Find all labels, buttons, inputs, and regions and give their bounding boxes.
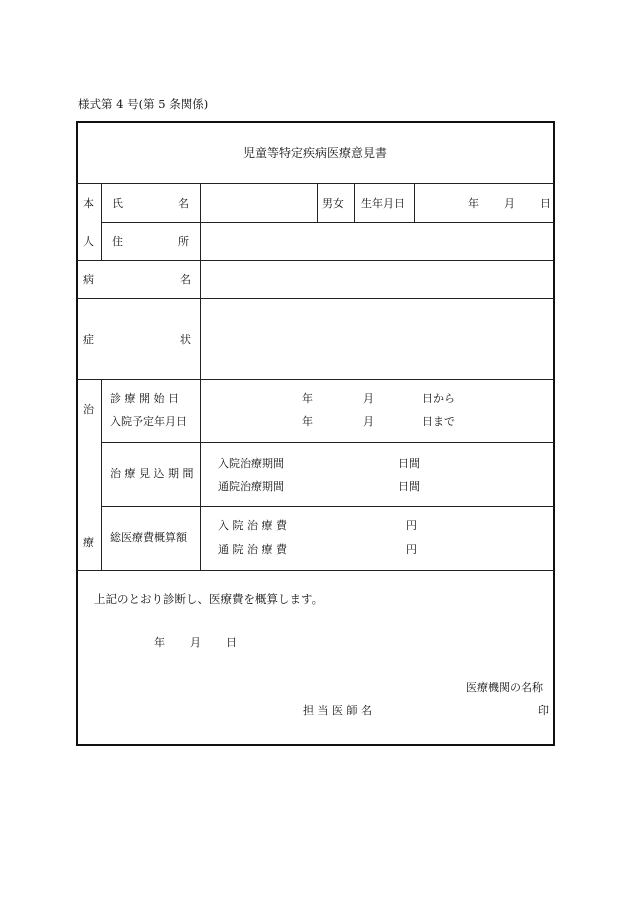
address-label: 住 [112, 235, 123, 248]
divider-birth-right [414, 183, 415, 222]
divider-disease [77, 298, 554, 299]
form-frame [76, 121, 555, 746]
outpatient-period-unit: 日間 [398, 480, 420, 493]
divider-symptoms [77, 379, 554, 380]
outpatient-cost-unit: 円 [406, 543, 417, 556]
date-year-unit: 年 [154, 636, 165, 649]
treatment-group-label-2: 療 [83, 536, 94, 549]
address-label-end: 所 [178, 235, 189, 248]
inpatient-period-label: 入院治療期間 [218, 457, 284, 470]
divider-label-column [200, 183, 201, 570]
institution-name-label: 医療機関の名称 [466, 681, 543, 694]
inpatient-cost-label: 入 院 治 療 費 [218, 519, 287, 532]
divider-person [77, 260, 554, 261]
disease-label: 病 [83, 273, 94, 286]
name-label-end: 名 [178, 197, 189, 210]
divider-sex-left [317, 183, 318, 222]
birth-day-unit: 日 [540, 197, 551, 210]
person-group-label-1: 本 [83, 197, 94, 210]
birthdate-label: 生年月日 [361, 197, 405, 210]
divider-dates [102, 442, 554, 443]
birth-year-unit: 年 [468, 197, 479, 210]
certification-statement: 上記のとおり診断し、医療費を概算します。 [94, 592, 324, 606]
admission-year-unit: 年 [302, 415, 313, 428]
symptoms-label: 症 [83, 333, 94, 346]
date-day-unit: 日 [226, 636, 237, 649]
admission-day-suffix: 日まで [422, 415, 455, 428]
inpatient-cost-unit: 円 [406, 519, 417, 532]
sex-label: 男女 [322, 197, 344, 210]
divider-treatment-group [101, 379, 102, 570]
date-month-unit: 月 [190, 636, 201, 649]
admission-date-label: 入院予定年月日 [110, 415, 187, 428]
person-group-label-2: 人 [83, 235, 94, 248]
divider-period [102, 506, 554, 507]
divider-name-row [102, 222, 554, 223]
symptoms-label-end: 状 [180, 333, 191, 346]
start-year-unit: 年 [302, 392, 313, 405]
doctor-name-label: 担 当 医 師 名 [303, 704, 372, 717]
outpatient-period-label: 通院治療期間 [218, 480, 284, 493]
form-number: 様式第 4 号(第 5 条関係) [78, 97, 209, 111]
divider-title [77, 183, 554, 184]
admission-month-unit: 月 [363, 415, 374, 428]
treatment-period-label: 治 療 見 込 期 間 [110, 467, 194, 480]
treatment-start-label: 診 療 開 始 日 [110, 392, 179, 405]
name-label: 氏 [112, 197, 123, 210]
outpatient-cost-label: 通 院 治 療 費 [218, 543, 287, 556]
seal-label: 印 [538, 704, 549, 717]
birth-month-unit: 月 [504, 197, 515, 210]
start-day-suffix: 日から [422, 392, 455, 405]
divider-sex-right [354, 183, 355, 222]
disease-label-end: 名 [180, 273, 191, 286]
inpatient-period-unit: 日間 [398, 457, 420, 470]
treatment-group-label-1: 治 [83, 403, 94, 416]
page-title: 児童等特定疾病医療意見書 [242, 146, 387, 160]
divider-treatment [77, 570, 554, 571]
divider-person-group [101, 183, 102, 260]
start-month-unit: 月 [363, 392, 374, 405]
total-cost-label: 総医療費概算額 [110, 531, 187, 544]
